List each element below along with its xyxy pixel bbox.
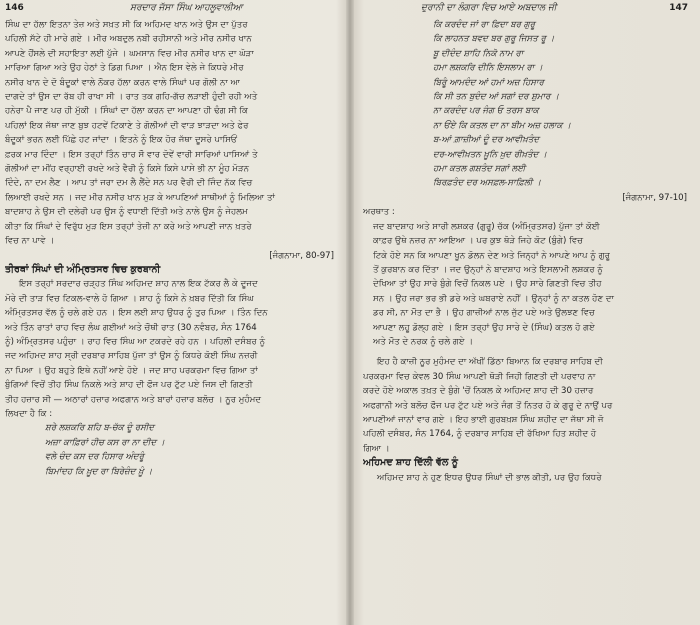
verse-line: ਹਮਾ ਕਤਲ ਗਸ਼ਤੰਦ ਸਗਾਂ ਲਈ (433, 164, 526, 175)
text-line: ਆਪਣੀਆਂ ਜਾਨਾਂ ਵਾਰ ਗਏ । ਇਹ ਭਾਈ ਗੁਰਬਖ਼ਸ਼ ਸਿੰਘ ਸ਼ਹੀਦ ਦਾ ਜੱਥਾ ਸੀ ਜੋ (363, 414, 604, 425)
text-line: ਬੰਦੂਕਾਂ ਭਰਨ ਲਈ ਪਿੱਛੇ ਹਟ ਜਾਂਦਾ । ਇਤਨੇ ਨੂੰ ਇਕ ਹੋਰ ਜੱਥਾ ਦੂਸਰੇ ਪਾਸਿਓਂ (5, 135, 238, 146)
left-body (5, 18, 340, 479)
text-line: ਕੀਤਾ ਕਿ ਸਿੰਘਾਂ ਦੇ ਵਿਰੁੱਧ ਮੁੜ ਇਸ ਤਰ੍ਹਾਂ ਤੇਜ਼ੀ ਨਾ ਕਰੇ ਅਤੇ ਆਪਣੀ ਜਾਨ ਖ਼ਤਰੇ (5, 221, 252, 232)
left-verse (5, 421, 340, 479)
text-line: ਦਿੰਦੇ, ਨਾ ਦਮ ਲੈਣ । ਆਪ ਤਾਂ ਜਰਾ ਦਮ ਲੈ ਲੈਂਦੇ ਸਨ ਪਰ ਵੈਰੀ ਦੀ ਜਿੰਦ ਨੱਕ ਵਿਚ (5, 178, 253, 189)
text-line: ਬਾਦਸ਼ਾਹ ਨੇ ਉਸ ਦੀ ਦਲੇਰੀ ਪਰ ਉਸ ਨੂੰ ਵਧਾਈ ਦਿੱਤੀ ਅਤੇ ਨਾਲੇ ਉਸ ਨੂੰ ਜੇਹਲਮ (5, 207, 248, 218)
left-para-1 (5, 18, 340, 249)
verse-line: ਨਾ ਕਰਦੰਦ ਪਰ ਜੰਗ ਓ ਤਰਸ ਬਾਕ (433, 106, 539, 117)
text-line: ਸਨ । ਉਹ ਜਰਾ ਭਰ ਭੀ ਡਰੇ ਅਤੇ ਘਬਰਾਏ ਨਹੀਂ । ਉਨ੍ਹਾਂ ਨੂੰ ਨਾ ਕਤਲ ਹੋਣ ਦਾ (373, 293, 614, 304)
text-line: ਇਹ ਹੈ ਕਾਜ਼ੀ ਨੂਰ ਮੁਹੰਮਦ ਦਾ ਅੱਖੀਂ ਡਿੱਠਾ ਬਿਆਨ ਕਿ ਦਰਬਾਰ ਸਾਹਿਬ ਦੀ (377, 357, 603, 368)
verse-line: ਕਿ ਲਾਹਨਤ ਬਵਦ ਬਰ ਗੁਰੂ ਜਿਸਤ ਰੂ । (433, 34, 555, 45)
text-line: ਦੇਖਿਆ ਤਾਂ ਉਹ ਸਾਰੇ ਬੁੰਗੇ ਵਿਚੋਂ ਨਿਕਲ ਪਏ । ਉਹ ਸਾਰੇ ਗਿਣਤੀ ਵਿਚ ਤੀਹ (373, 279, 602, 290)
left-para-2 (5, 277, 340, 421)
verse-line: ਬ-ਆਂ ਗ਼ਾਜ਼ੀਆਂ ਦੂੰ ਦਰ ਆਵੀਖ਼ਤੰਦ (433, 135, 540, 146)
verse-line: ਬਿਰਫ਼ਤੰਦ ਦਰ ਅਸਫ਼ਲ-ਸਾਫ਼ਿਲੀ । (433, 178, 541, 189)
text-line: ਕਾਫ਼ਰ ਉਥੇ ਨਜ਼ਰ ਨਾ ਆਇਆ । ਪਰ ਕੁਝ ਥੋੜੇ ਜਿਹੇ ਕੋਟ (ਬੁੰਗੇ) ਵਿਚ (373, 236, 584, 247)
text-line: ਗੋਲੀਆਂ ਦਾ ਮੀਂਹ ਵਰ੍ਹਾਈ ਰਖਦੇ ਅਤੇ ਵੈਰੀ ਨੂੰ ਕਿਸੇ ਕਿਸੇ ਪਾਸੇ ਭੀ ਨਾ ਮੂੰਹ ਮੋੜਨ (5, 164, 249, 175)
text-line: ਪਹਿਲੀ ਸੱਟੇ ਹੀ ਮਾਰੇ ਗਏ । ਮੀਰ ਅਬਦੁਲ ਨਬੀ ਰਹੀਸਾਨੀ ਅਤੇ ਮੀਰ ਨਸੀਰ ਖਾਨ (5, 34, 252, 45)
verse-line: ਨਾ ਓਂਏ ਕਿ ਕਤਲ ਦਾ ਨਾ ਬੀਮ ਅਜ਼ ਹਲਾਕ । (433, 120, 571, 131)
text-line: ਡਰ ਸੀ, ਨਾ ਮੌਤ ਦਾ ਭੈ । ਉਹ ਗਾਜ਼ੀਆਂ ਨਾਲ ਜੁੱਟ ਪਏ ਅਤੇ ਉਲਝਣ ਵਿਚ (373, 308, 595, 319)
text-line: ਅੰਮ੍ਰਿਤਸਰ ਵੱਲ ਨੂੰ ਚਲੇ ਗਏ ਹਨ । ਇਸ ਲਈ ਸ਼ਾਹ ਉਧਰ ਨੂੰ ਤੁਰ ਪਿਆ । ਤਿੰਨ ਦਿਨ (5, 308, 268, 319)
book-gutter (346, 0, 354, 625)
page-number-left: 146 (5, 3, 24, 13)
running-title-right: ਦੁਰਾਨੀ ਦਾ ਲੰਗਰਾ ਵਿਚ ਆਏ ਅਬਦਾਲ ਜੀ (421, 3, 557, 13)
right-para-1 (363, 220, 693, 350)
text-line: ਲਿਖਦਾ ਹੈ ਕਿ : (5, 408, 53, 419)
text-line: ਨਸੀਰ ਖਾਨ ਦੇ ਦੋ ਬੰਦੂਕਾਂ ਵਾਲੇ ਨੌਕਰ ਹੱਲਾ ਕਰਨ ਵਾਲੇ ਸਿੰਘਾਂ ਪਰ ਗੋਲੀ ਨਾ ਆ (5, 77, 240, 88)
verse-line: ਕਿ ਕਰਦੰਦ ਜਾਂ ਰਾ ਫ਼ਿਦਾ ਬਰ ਗੁਰੂ (433, 20, 535, 30)
text-line: ਅਫਗਾਨੀ ਅਤੇ ਬਲੋਚ ਫੌਜ ਪਰ ਟੁੱਟ ਪਏ ਅਤੇ ਜੰਗ ਤੋਂ ਨਿਤਰ ਹੋ ਕੇ ਗੁਰੂ ਦੇ ਨਾਉਂ ਪਰ (363, 400, 613, 411)
citation: [ਜੰਗਨਾਮਾ, 97-10] (622, 192, 687, 203)
text-line: ਲਿਆਈ ਰਖਦੇ ਸਨ । ਜਦ ਮੀਰ ਨਸੀਰ ਖਾਨ ਮੁੜ ਕੇ ਆਪਣਿਆਂ ਸਾਥੀਆਂ ਨੂੰ ਮਿਲਿਆ ਤਾਂ (5, 192, 275, 203)
arthat-label: ਅਰਥਾਤ : (363, 207, 395, 218)
right-para-2 (363, 355, 693, 456)
text-line: ਸਿੰਘ ਦਾ ਹੱਲਾ ਇਤਨਾ ਤੇਜ਼ ਅਤੇ ਸਖ਼ਤ ਸੀ ਕਿ ਅਹਿਮਦ ਖਾਨ ਅਤੇ ਉਸ ਦਾ ਪੁੱਤਰ (5, 20, 248, 30)
text-line: ਬੁੰਗਿਆਂ ਵਿਚੋਂ ਤੀਹ ਸਿੰਘ ਨਿਕਲੇ ਅਤੇ ਸ਼ਾਹ ਦੀ ਫੌਜ ਪਰ ਟੁੱਟ ਪਏ ਜਿਸ ਦੀ ਗਿਣਤੀ (5, 380, 253, 391)
text-line: ਮਾਰਿਆ ਗਿਆ ਅਤੇ ਉਹ ਹੇਠਾਂ ਤੇ ਡਿਗ ਪਿਆ । ਐਨ ਇਸ ਵੇਲੇ ਜੇ ਕਿਧਰੇ ਮੀਰ (5, 63, 244, 74)
text-line: ਤੋਂ ਕੁਰਬਾਨ ਕਰ ਦਿੱਤਾ । ਜਦ ਉਨ੍ਹਾਂ ਨੇ ਬਾਦਸ਼ਾਹ ਅਤੇ ਇਸਲਾਮੀ ਲਸ਼ਕਰ ਨੂੰ (373, 264, 603, 275)
text-line: ਅਤੇ ਤਿੰਨ ਰਾਤਾਂ ਰਾਹ ਵਿਚ ਲੰਘ ਗਈਆਂ ਅਤੇ ਚੌਥੀ ਰਾਤ (30 ਨਵੰਬਰ, ਸੰਨ 1764 (5, 322, 257, 333)
text-line: ਜਦ ਬਾਦਸ਼ਾਹ ਅਤੇ ਸਾਰੀ ਲਸ਼ਕਰ (ਗੁਰੂ) ਚੱਕ (ਅੰਮ੍ਰਿਤਸਰ) ਪੁੱਜਾ ਤਾਂ ਕੋਈ (373, 221, 600, 232)
verse-line: ਬਿਰੂੰ ਆਮਦੰਦ ਆਂ ਹਮਾਂ ਅਜ਼ ਹਿਸਾਰ (433, 77, 544, 88)
text-line: ਨਾ ਪਿਆ । ਉਹ ਬਹੁਤੇ ਇਥੇ ਨਹੀਂ ਆਏ ਹੋਏ । ਜਦ ਸ਼ਾਹ ਪਰਕਰਮਾ ਵਿਚ ਗਿਆ ਤਾਂ (5, 365, 258, 376)
text-line: ਪਹਿਲੀ ਦਸੰਬਰ, ਸੰਨ 1764, ਨੂੰ ਦਰਬਾਰ ਸਾਹਿਬ ਦੀ ਰੱਖਿਆ ਹਿਤ ਸ਼ਹੀਦ ਹੋ (363, 429, 597, 440)
citation: [ਜੰਗਨਾਮਾ, 80-97] (269, 250, 334, 261)
text-line: ਪਹਿਲਾਂ ਇਕ ਜੱਥਾ ਜਾਣ ਬੁਝ ਹਟਵੇਂ ਟਿਕਾਣੇ ਤੇ ਗੋਲੀਆਂ ਦੀ ਵਾੜ ਝਾੜਦਾ ਅਤੇ ਫੇਰ (5, 120, 249, 131)
verse-line: ਅਜ਼ਾ ਕਾਫ਼ਿਰਾਂ ਹੀਚ ਕਸ ਰਾ ਨਾ ਦੀਦ । (45, 437, 165, 448)
text-line: ਆਪਣਾ ਲਹੂ ਡੋਲ੍ਹ ਗਏ । ਇਸ ਤਰ੍ਹਾਂ ਉਹ ਸਾਰੇ ਦੇ (ਸਿੰਘ) ਕਤਲ ਹੋ ਗਏ (373, 322, 595, 333)
verse-line: ਵਲੇ ਚੰਦ ਕਸ ਦਰ ਹਿਸਾਰ ਅੰਦਰੂੰ (45, 452, 144, 463)
page-number-right: 147 (669, 3, 688, 13)
text-line: ਕਰਦੇ ਹੋਏ ਅਕਾਲ ਤਖ਼ਤ ਦੇ ਬੁੰਗੇ 'ਚੋਂ ਨਿਕਲ ਕੇ ਅਹਿਮਦ ਸ਼ਾਹ ਦੀ 30 ਹਜ਼ਾਰ (363, 386, 594, 397)
text-line: ਮੋਰੇ ਦੀ ਤਾੜ ਵਿਚ ਟਿਕਲ-ਵਾਲੇ ਹੋ ਗਿਆ । ਸ਼ਾਹ ਨੂੰ ਕਿਸੇ ਨੇ ਖ਼ਬਰ ਦਿੱਤੀ ਕਿ ਸਿੰਘ (5, 293, 254, 304)
verse-line: ਬਿਮਾਂਦਹ ਕਿ ਖ਼ੂਦ ਰਾ ਬਿਰੇਜ਼ੰਦ ਖ਼ੂੰ । (45, 466, 153, 477)
right-para-3 (363, 471, 693, 485)
text-line: ਪਰਕਰਮਾ ਵਿਚ ਕੇਵਲ 30 ਸਿੰਘ ਆਪਣੀ ਥੋੜੀ ਜਿਹੀ ਗਿਣਤੀ ਦੀ ਪਰਵਾਹ ਨਾ (363, 371, 596, 382)
text-line: ਨੂੰ) ਅੰਮ੍ਰਿਤਸਰ ਪਹੁੰਚਾ । ਰਾਹ ਵਿਚ ਸਿੰਘ ਆ ਟਕਰਦੇ ਰਹੇ ਹਨ । ਪਹਿਲੀ ਦਸੰਬਰ ਨੂੰ (5, 336, 266, 347)
text-line: ਹਨੇਰਾ ਪੈ ਜਾਣ ਪਰ ਹੀ ਮੁੱਕੀ । ਸਿੰਘਾਂ ਦਾ ਹੱਲਾ ਕਰਨ ਦਾ ਆਪਣਾ ਹੀ ਢੰਗ ਸੀ ਕਿ (5, 106, 249, 117)
verse-line: ਸ਼ਰੇ ਲਸ਼ਕਰਿ ਸ਼ਹਿ ਬ-ਚੱਕ ਦੂੰ ਰਸੀਦ (45, 423, 155, 434)
section-heading: ਅਹਿਮਦ ਸ਼ਾਹ ਦਿੱਲੀ ਵੱਲ ਨੂੰ (363, 457, 458, 469)
verse-line: ਹਮਾ ਲਸ਼ਕਰਿ ਦੀਨਿ ਇਸਲਾਮ ਰਾ । (433, 63, 543, 74)
text-line: ਵਿਚ ਨਾ ਪਾਵੇ । (5, 236, 55, 247)
text-line: ਗਿਆ । (363, 443, 390, 454)
text-line: ਇਸ ਤਰ੍ਹਾਂ ਸਰਦਾਰ ਚੜ੍ਹਤ ਸਿੰਘ ਅਹਿਮਦ ਸ਼ਾਹ ਨਾਲ ਇਕ ਟੱਕਰ ਲੈ ਕੇ ਦੂਜਦ (19, 279, 258, 290)
verse-line: ਦਰ-ਆਵੀਖ਼ਤਨ ਖ਼ੂਨਿ ਖ਼ੁਦ ਰੀਖ਼ਤੰਦ । (433, 149, 547, 160)
text-line: ਅਤੇ ਮੌਤ ਦੇ ਨਰਕ ਨੂੰ ਚਲੇ ਗਏ । (373, 336, 474, 347)
text-line: ਆਪਣੇ ਹੌਂਸਲੇ ਦੀ ਸਹਾਇਤਾ ਲਈ ਪੁੱਜੇ । ਘਮਸਾਨ ਵਿਚ ਮੀਰ ਨਸੀਰ ਖਾਨ ਦਾ ਘੋੜਾ (5, 48, 254, 59)
verse-line: ਕਿ ਸੀ ਤਨ ਬੁਦੰਦ ਆਂ ਸਗਾਂ ਦਰ ਸ਼ੁਮਾਰ । (433, 92, 559, 103)
running-title-left: ਸਰਦਾਰ ਜੱਸਾ ਸਿੰਘ ਆਹਲੂਵਾਲੀਆ (130, 3, 243, 13)
left-page (0, 0, 349, 625)
text-line: ਟਿਕੇ ਹੋਏ ਸਨ ਕਿ ਆਪਣਾ ਖੂਨ ਡੋਲਨ ਦੇਣ ਅਤੇ ਜਿਨ੍ਹਾਂ ਨੇ ਆਪਣੇ ਆਪ ਨੂੰ ਗੁਰੂ (373, 250, 610, 261)
text-line: ਤੀਹ ਹਜ਼ਾਰ ਸੀ — ਅਠਾਰਾਂ ਹਜ਼ਾਰ ਅਫਗਾਨ ਅਤੇ ਬਾਰਾਂ ਹਜ਼ਾਰ ਬਲੋਚ । ਨੂਰ ਮੁਹੰਮਦ (5, 394, 262, 405)
right-verse (363, 18, 693, 191)
right-page (351, 0, 700, 625)
text-line: ਜਦ ਅਹਿਮਦ ਸ਼ਾਹ ਸ੍ਰੀ ਦਰਬਾਰ ਸਾਹਿਬ ਪੁੱਜਾ ਤਾਂ ਉਸ ਨੂੰ ਕਿਧਰੇ ਕੋਈ ਸਿੰਘ ਨਜ਼ਰੀ (5, 351, 258, 362)
text-line: ਅਹਿਮਦ ਸ਼ਾਹ ਨੇ ਹੁਣ ਇਧਰ ਉਧਰ ਸਿੰਘਾਂ ਦੀ ਭਾਲ ਕੀਤੀ, ਪਰ ਉਹ ਕਿਧਰੇ (377, 472, 602, 483)
text-line: ਫ਼ਰਕ ਮਾਰ ਦਿੰਦਾ । ਇਸ ਤਰ੍ਹਾਂ ਤਿੰਨ ਚਾਰ ਸੌ ਵਾਰ ਦੋਵੇਂ ਵਾਰੀ ਸਾਰਿਆਂ ਪਾਸਿਆਂ ਤੇ (5, 149, 258, 160)
right-body (363, 18, 693, 485)
section-heading: ਤੀਰਥਾਂ ਸਿੰਘਾਂ ਦੀ ਅੰਮ੍ਰਿਤਸਰ ਵਿਚ ਕੁਰਬਾਨੀ (5, 263, 161, 275)
text-line: ਦਾਗਦੇ ਤਾਂ ਉਸ ਦਾ ਰੱਬ ਹੀ ਰਾਖਾ ਸੀ । ਰਾਤ ਤਕ ਗਹਿ-ਗੱਚ ਲੜਾਈ ਹੁੰਦੀ ਰਹੀ ਅਤੇ (5, 92, 258, 103)
verse-line: ਬੂ ਦੀਦੰਦ ਸ਼ਾਹਿ ਨਿਕੋ ਨਾਮ ਰਾ (433, 48, 524, 59)
